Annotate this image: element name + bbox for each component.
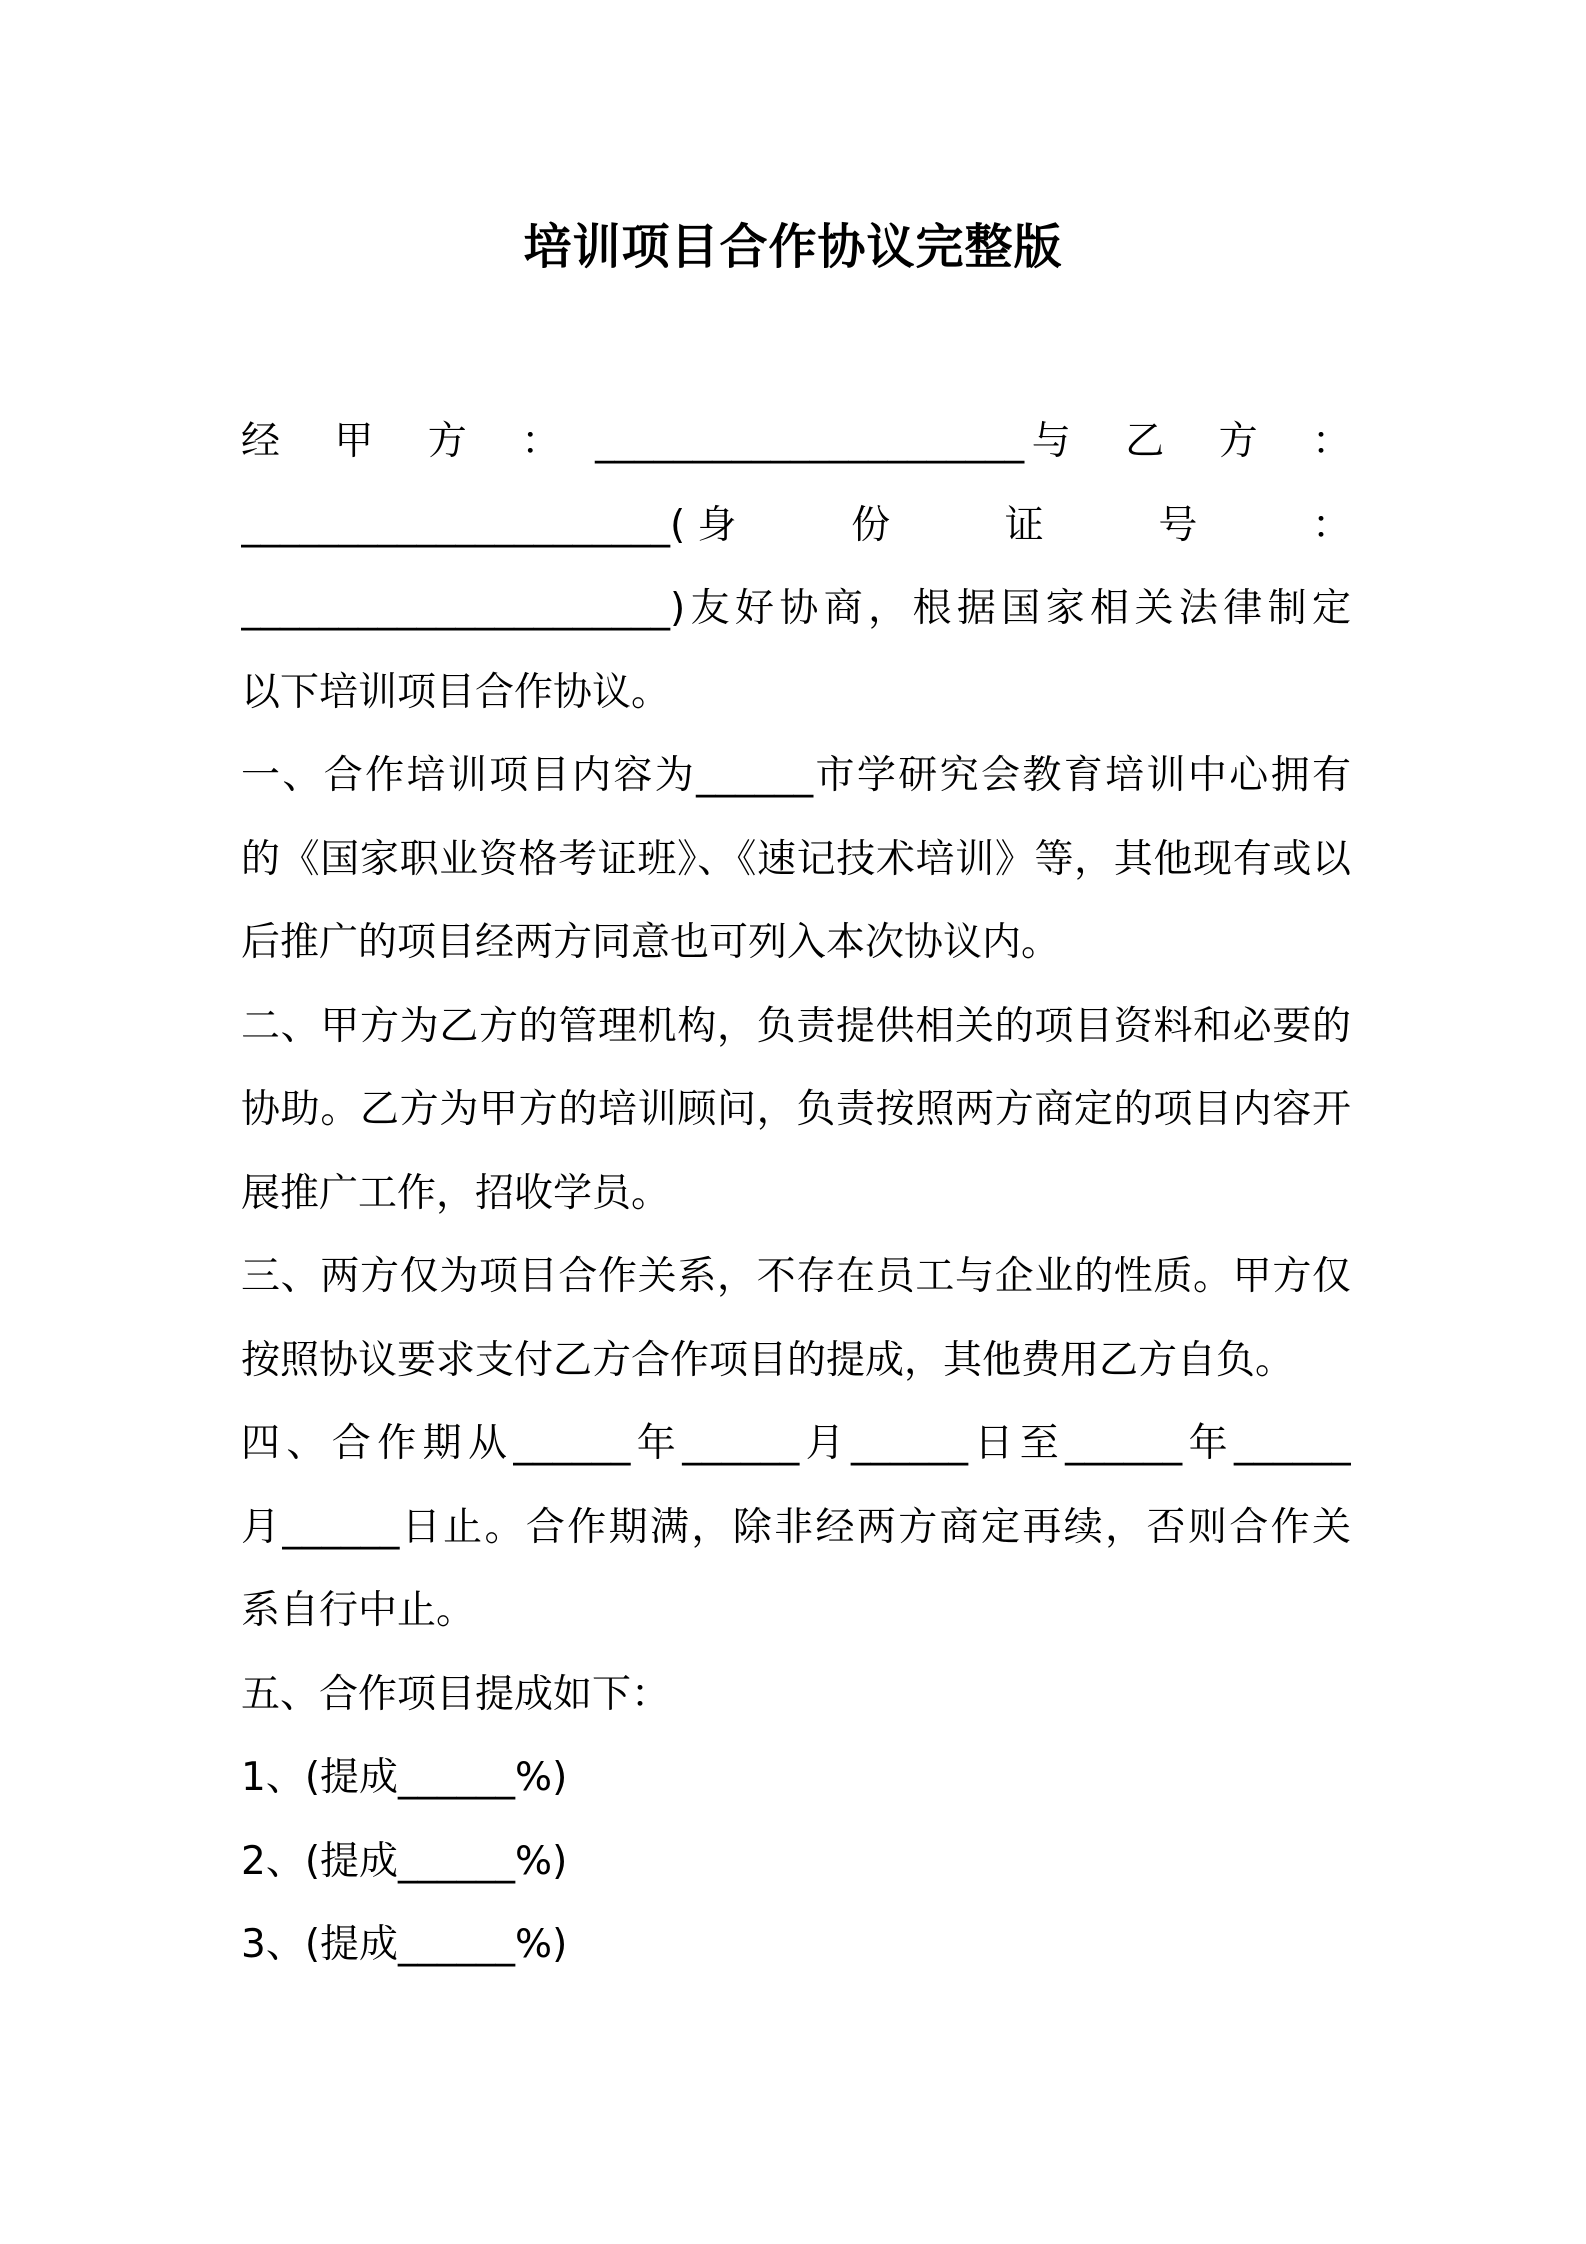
body-line-10: 展推广工作，招收学员。: [241, 1170, 671, 1216]
body-line-9: 协助。乙方为甲方的培训顾问，负责按照两方商定的项目内容开: [241, 1087, 1351, 1132]
body-line-18: 2、(提成______%): [241, 1838, 568, 1884]
body-line-1: 经 甲 方 ： ______________________与 乙 方 ：: [241, 419, 1351, 464]
body-line-4: 以下培训项目合作协议。: [241, 669, 671, 715]
body-line-19: 3、(提成______%): [241, 1922, 568, 1967]
body-line-3: ______________________)友好协商，根据国家相关法律制定: [241, 586, 1351, 631]
body-line-11: 三、两方仅为项目合作关系，不存在员工与企业的性质。甲方仅: [241, 1254, 1351, 1299]
body-line-15: 系自行中止。: [241, 1588, 476, 1633]
body-line-13: 四、合作期从______年______月______日至______年______: [241, 1421, 1351, 1466]
body-line-6: 的《国家职业资格考证班》、《速记技术培训》等，其他现有或以: [241, 836, 1351, 882]
body-line-2: ______________________(身 份 证 号 ：: [241, 502, 1351, 548]
document-body: [241, 400, 1351, 1987]
body-line-14: 月______日止。合作期满，除非经两方商定再续，否则合作关: [241, 1504, 1351, 1550]
body-line-12: 按照协议要求支付乙方合作项目的提成，其他费用乙方自负。: [241, 1337, 1295, 1383]
body-line-5: 一、合作培训项目内容为______市学研究会教育培训中心拥有: [241, 753, 1351, 798]
body-line-8: 二、甲方为乙方的管理机构，负责提供相关的项目资料和必要的: [241, 1003, 1351, 1049]
document-title: 培训项目合作协议完整版: [523, 219, 1063, 275]
body-line-16: 五、合作项目提成如下：: [241, 1671, 671, 1717]
body-line-7: 后推广的项目经两方同意也可列入本次协议内。: [241, 920, 1061, 965]
body-line-17: 1、(提成______%): [241, 1755, 568, 1800]
